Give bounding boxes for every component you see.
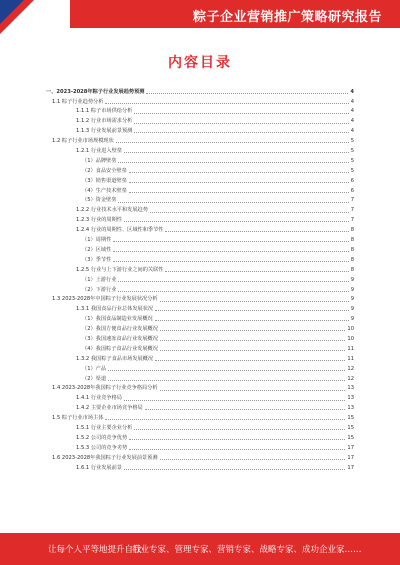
toc-entry-page: 9 xyxy=(350,276,354,283)
toc-entry[interactable] xyxy=(46,194,354,204)
toc-entry-page: 17 xyxy=(347,454,354,461)
toc-leader-dots xyxy=(134,123,348,124)
toc-leader-dots xyxy=(129,192,349,193)
toc-leader-dots xyxy=(105,419,345,420)
toc-leader-dots xyxy=(108,380,345,381)
toc-entry-page: 15 xyxy=(347,424,354,431)
document-title: 粽子企业营销推广策略研究报告 xyxy=(192,10,382,25)
toc-entry[interactable] xyxy=(46,174,354,184)
toc-leader-dots xyxy=(160,390,346,391)
toc-leader-dots xyxy=(145,409,346,410)
toc-leader-dots xyxy=(155,360,345,361)
footer-experts: 行业专家、管理专家、营销专家、战略专家、成功企业家…… xyxy=(132,545,362,555)
toc-entry-label: 1.1.3 行业发展前景预测 xyxy=(76,128,133,135)
toc-entry-label: （1）品牌壁垒 xyxy=(82,157,117,164)
toc-leader-dots xyxy=(129,182,349,183)
toc-entry[interactable] xyxy=(46,223,354,233)
toc-leader-dots xyxy=(160,340,345,341)
toc-entry[interactable] xyxy=(46,332,354,342)
toc-entry-label: （3）销售渠道壁垒 xyxy=(82,177,127,184)
toc-entry-label: 1.1 粽子行业趋势分析 xyxy=(52,98,104,105)
toc-heading: 内容目录 xyxy=(168,55,232,71)
toc-entry[interactable] xyxy=(46,283,354,293)
toc-entry-page: 4 xyxy=(350,128,354,135)
toc-leader-dots xyxy=(118,291,348,292)
toc-leader-dots xyxy=(134,429,345,430)
toc-entry-page: 4 xyxy=(350,118,354,125)
toc-entry[interactable] xyxy=(46,243,354,253)
toc-entry-page: 11 xyxy=(347,355,354,362)
toc-entry[interactable] xyxy=(46,184,354,194)
toc-leader-dots xyxy=(160,459,346,460)
toc-entry-label: （2）我国方便食品行业发展概况 xyxy=(82,326,158,333)
toc-entry-page: 9 xyxy=(350,316,354,323)
toc-entry-page: 10 xyxy=(347,335,354,342)
toc-leader-dots xyxy=(134,113,348,114)
toc-entry[interactable] xyxy=(46,362,354,372)
toc-entry[interactable] xyxy=(46,431,354,441)
toc-entry[interactable] xyxy=(46,342,354,352)
toc-leader-dots xyxy=(124,400,345,401)
toc-leader-dots xyxy=(105,103,348,104)
toc-entry[interactable] xyxy=(46,125,354,135)
toc-leader-dots xyxy=(129,172,349,173)
toc-entry-page: 13 xyxy=(347,385,354,392)
toc-leader-dots xyxy=(124,152,349,153)
toc-entry-label: （2）区域性 xyxy=(82,246,112,253)
toc-leader-dots xyxy=(124,221,349,222)
toc-entry-page: 13 xyxy=(347,395,354,402)
toc-entry-page: 12 xyxy=(347,365,354,372)
toc-leader-dots xyxy=(118,281,348,282)
toc-entry-label: （1）周期性 xyxy=(82,237,112,244)
toc-entry[interactable] xyxy=(46,402,354,412)
toc-entry[interactable] xyxy=(46,322,354,332)
toc-entry[interactable] xyxy=(46,134,354,144)
toc-entry-page: 8 xyxy=(350,246,354,253)
toc-entry[interactable] xyxy=(46,144,354,154)
toc-entry[interactable] xyxy=(46,214,354,224)
toc-entry[interactable] xyxy=(46,461,354,471)
toc-entry-page: 6 xyxy=(350,177,354,184)
toc-leader-dots xyxy=(118,162,348,163)
toc-entry-label: 1.3.1 我国食品行业总体发展状况 xyxy=(76,306,154,313)
toc-entry-label: 1.5.3 公司的竞争劣势 xyxy=(76,444,128,451)
toc-leader-dots xyxy=(116,142,349,143)
toc-entry-label: （4）生产技术壁垒 xyxy=(82,187,127,194)
toc-entry[interactable] xyxy=(46,95,354,105)
toc-entry-label: 1.5.1 行业主要企业分析 xyxy=(76,424,133,431)
toc-leader-dots xyxy=(113,241,348,242)
toc-entry[interactable] xyxy=(46,411,354,421)
toc-entry[interactable] xyxy=(46,164,354,174)
toc-leader-dots xyxy=(165,231,348,232)
toc-leader-dots xyxy=(150,212,349,213)
toc-entry-label: 1.2.2 行业技术水平和发展趋势 xyxy=(76,207,148,214)
toc-entry-page: 5 xyxy=(350,138,354,145)
toc-leader-dots xyxy=(165,271,348,272)
toc-entry[interactable] xyxy=(46,372,354,382)
toc-leader-dots xyxy=(155,320,349,321)
toc-entry-page: 5 xyxy=(350,148,354,155)
toc-entry-page: 8 xyxy=(350,256,354,263)
toc-entry-label: 1.3 2023-2028年中国粽子行业发展状况分析 xyxy=(52,296,158,303)
toc-entry-label: 1.6.1 行业发展前景 xyxy=(76,464,122,471)
toc-entry-page: 13 xyxy=(347,405,354,412)
toc-entry[interactable] xyxy=(46,263,354,273)
table-of-contents xyxy=(46,85,354,471)
toc-entry-page: 5 xyxy=(350,167,354,174)
toc-entry-page: 4 xyxy=(350,98,354,105)
toc-entry-page: 12 xyxy=(347,375,354,382)
toc-entry-label: 1.2.5 行业与上下游行业之间的关联性 xyxy=(76,266,164,273)
toc-entry-label: 1.4.2 主要企业市场竞争格局 xyxy=(76,405,143,412)
toc-entry[interactable] xyxy=(46,441,354,451)
toc-entry-label: 1.4.1 行业竞争格局 xyxy=(76,395,122,402)
corner-decoration-blue xyxy=(0,0,24,24)
toc-entry[interactable] xyxy=(46,303,354,313)
toc-entry-label: 1.5 粽子行业市场主体 xyxy=(52,415,104,422)
toc-entry-page: 7 xyxy=(350,207,354,214)
toc-entry-label: （4）我国粽子食品行业发展概况 xyxy=(82,345,158,352)
toc-entry-page: 9 xyxy=(350,286,354,293)
toc-entry-label: （1）我国食品制造业发展概况 xyxy=(82,316,153,323)
toc-entry-page: 17 xyxy=(347,464,354,471)
toc-entry-label: （1）上游行业 xyxy=(82,276,117,283)
toc-leader-dots xyxy=(155,310,349,311)
toc-entry-page: 17 xyxy=(347,444,354,451)
toc-entry-label: （5）资金壁垒 xyxy=(82,197,117,204)
toc-entry-label: 一、2023-2028年粽子行业发展趋势预测 xyxy=(46,88,145,95)
toc-entry[interactable] xyxy=(46,154,354,164)
toc-entry-label: （3）我国速冻食品行业发展概况 xyxy=(82,335,158,342)
toc-entry-page: 9 xyxy=(350,306,354,313)
toc-leader-dots xyxy=(129,439,345,440)
footer-slogan: 让每个人平等地提升自我 xyxy=(48,545,142,555)
toc-entry-page: 8 xyxy=(350,237,354,244)
toc-entry-label: 1.4 2023-2028年我国粽子行业竞争格局分析 xyxy=(52,385,158,392)
toc-entry-label: （2）下游行业 xyxy=(82,286,117,293)
toc-entry-page: 7 xyxy=(350,217,354,224)
toc-entry[interactable] xyxy=(46,382,354,392)
footer-bar xyxy=(0,533,400,565)
toc-entry-label: 1.3.2 我国粽子食品市场发展概况 xyxy=(76,355,154,362)
toc-entry-page: 4 xyxy=(350,108,354,115)
toc-leader-dots xyxy=(108,370,345,371)
toc-entry-label: 1.5.2 公司的竞争优势 xyxy=(76,434,128,441)
header-bar xyxy=(0,0,400,34)
toc-entry-label: 1.1.2 行业市场需求分析 xyxy=(76,118,133,125)
toc-entry[interactable] xyxy=(46,293,354,303)
toc-leader-dots xyxy=(160,301,349,302)
toc-entry[interactable] xyxy=(46,233,354,243)
toc-leader-dots xyxy=(146,93,348,94)
toc-leader-dots xyxy=(160,350,345,351)
toc-entry[interactable] xyxy=(46,105,354,115)
toc-entry[interactable] xyxy=(46,312,354,322)
toc-leader-dots xyxy=(134,132,348,133)
toc-entry-page: 15 xyxy=(347,434,354,441)
toc-entry-page: 10 xyxy=(347,326,354,333)
toc-entry-page: 9 xyxy=(350,296,354,303)
toc-entry-page: 15 xyxy=(347,415,354,422)
toc-entry-label: 1.2.3 行业的周期性 xyxy=(76,217,122,224)
toc-entry[interactable] xyxy=(46,352,354,362)
toc-entry-page: 11 xyxy=(347,345,354,352)
toc-leader-dots xyxy=(160,330,345,331)
toc-entry-label: （3）季节性 xyxy=(82,256,112,263)
toc-entry-label: （1）产品 xyxy=(82,365,107,372)
toc-entry[interactable] xyxy=(46,392,354,402)
toc-entry-page: 8 xyxy=(350,266,354,273)
toc-entry[interactable] xyxy=(46,421,354,431)
toc-entry-page: 4 xyxy=(350,88,354,95)
toc-entry-label: （2）渠道 xyxy=(82,375,107,382)
toc-entry-page: 5 xyxy=(350,157,354,164)
toc-entry-label: 1.2.4 行业的周期性、区域性和季节性 xyxy=(76,227,164,234)
toc-entry[interactable] xyxy=(46,253,354,263)
toc-entry[interactable] xyxy=(46,204,354,214)
toc-entry[interactable] xyxy=(46,85,354,95)
toc-entry[interactable] xyxy=(46,451,354,461)
toc-leader-dots xyxy=(113,261,348,262)
toc-entry-page: 6 xyxy=(350,187,354,194)
toc-entry-label: 1.2 粽子行业市场规模现状 xyxy=(52,138,114,145)
toc-leader-dots xyxy=(118,202,348,203)
toc-entry-label: 1.1.1 粽子市场供给分析 xyxy=(76,108,133,115)
toc-entry[interactable] xyxy=(46,273,354,283)
toc-entry-page: 7 xyxy=(350,197,354,204)
toc-entry-page: 8 xyxy=(350,227,354,234)
toc-leader-dots xyxy=(124,469,345,470)
toc-entry-label: （2）食品安全壁垒 xyxy=(82,167,127,174)
toc-entry-label: 1.2.1 行业进入壁垒 xyxy=(76,148,122,155)
toc-entry-label: 1.6 2023-2028年我国粽子行业发展前景预测 xyxy=(52,454,158,461)
toc-leader-dots xyxy=(113,251,348,252)
toc-leader-dots xyxy=(129,449,345,450)
toc-entry[interactable] xyxy=(46,115,354,125)
